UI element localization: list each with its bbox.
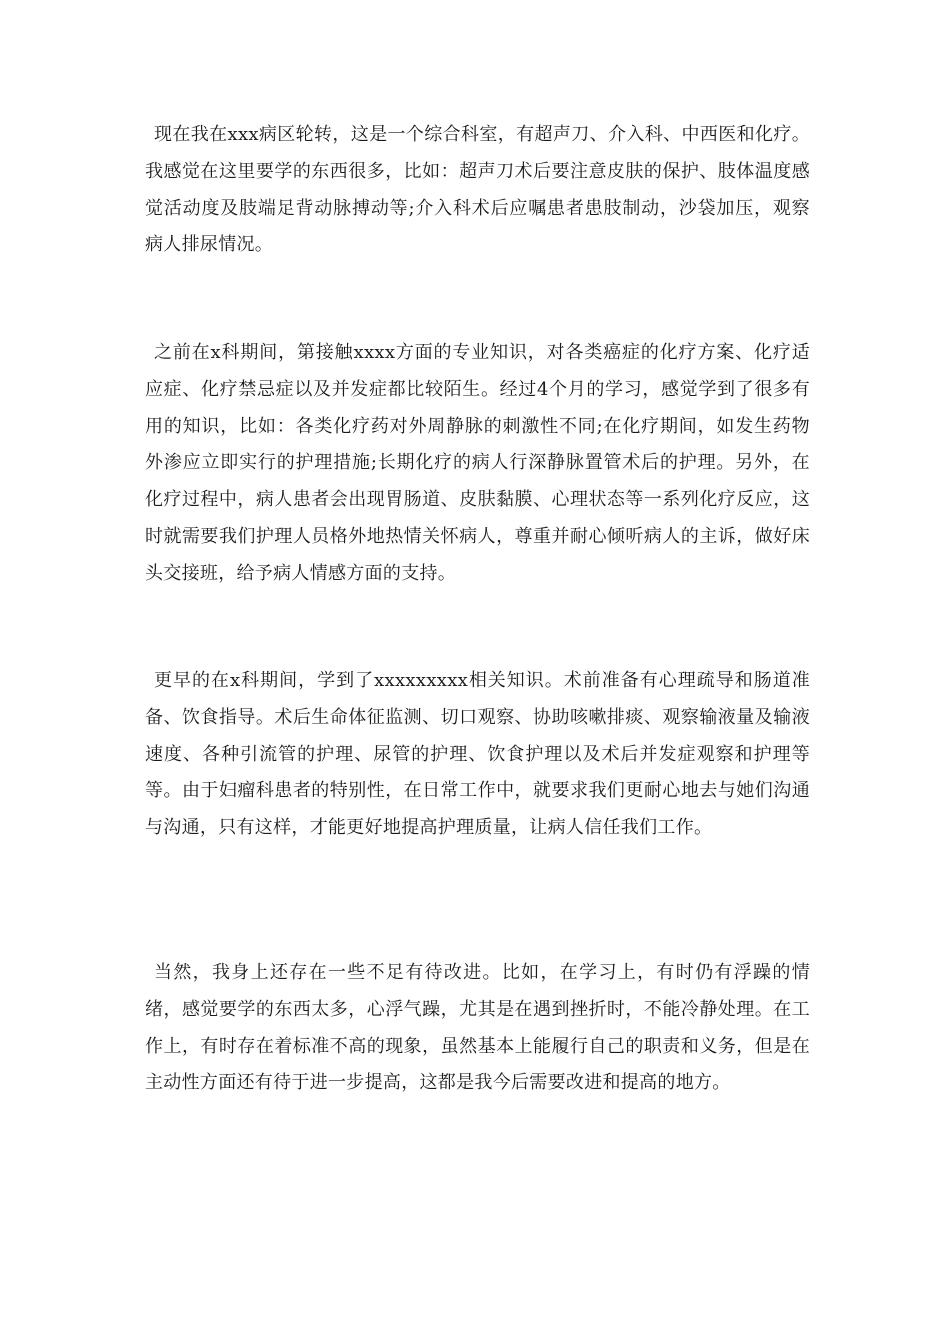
paragraph-rotation-current: 现在我在xxx病区轮转，这是一个综合科室，有超声刀、介入科、中西医和化疗。我感觉在这里要学的东西很多，比如：超声刀术后要注意皮肤的保护、肢体温度感觉活动度及肢端足背动脉搏动等;介入科术后应嘱患者患肢制动，沙袋加压，观察病人排尿情况。 (145, 124, 810, 256)
paragraph-rotation-previous: 之前在x科期间，第接触xxxx方面的专业知识，对各类癌症的化疗方案、化疗适应症、化疗禁忌症以及并发症都比较陌生。经过4个月的学习，感觉学到了很多有用的知识，比如：各类化疗药对外周静脉的刺激性不同;在化疗期间，如发生药物外渗应立即实行的护理措施;长期化疗的病人行深静脉置管术后的护理。另外，在化疗过程中，病人患者会出现胃肠道、皮肤黏膜、心理状态等一系列化疗反应，这时就需要我们护理人员格外地热情关怀病人，尊重并耐心倾听病人的主诉，做好床头交接班，给予病人情感方面的支持。 (145, 342, 810, 584)
paragraph-rotation-earlier: 更早的在x科期间，学到了xxxxxxxxx相关知识。术前准备有心理疏导和肠道准备、饮食指导。术后生命体征监测、切口观察、协助咳嗽排痰、观察输液量及输液速度、各种引流管的护理、尿管的护理、饮食护理以及术后并发症观察和护理等等。由于妇瘤科患者的特别性，在日常工作中，就要求我们更耐心地去与她们沟通与沟通，只有这样，才能更好地提高护理质量，让病人信任我们工作。 (145, 670, 810, 839)
paragraph-self-improvement: 当然，我身上还存在一些不足有待改进。比如，在学习上，有时仍有浮躁的情绪，感觉要学的东西太多，心浮气躁，尤其是在遇到挫折时，不能冷静处理。在工作上，有时存在着标准不高的现象，虽然基本上能履行自己的职责和义务，但是在主动性方面还有待于进一步提高，这都是我今后需要改进和提高的地方。 (145, 962, 810, 1094)
